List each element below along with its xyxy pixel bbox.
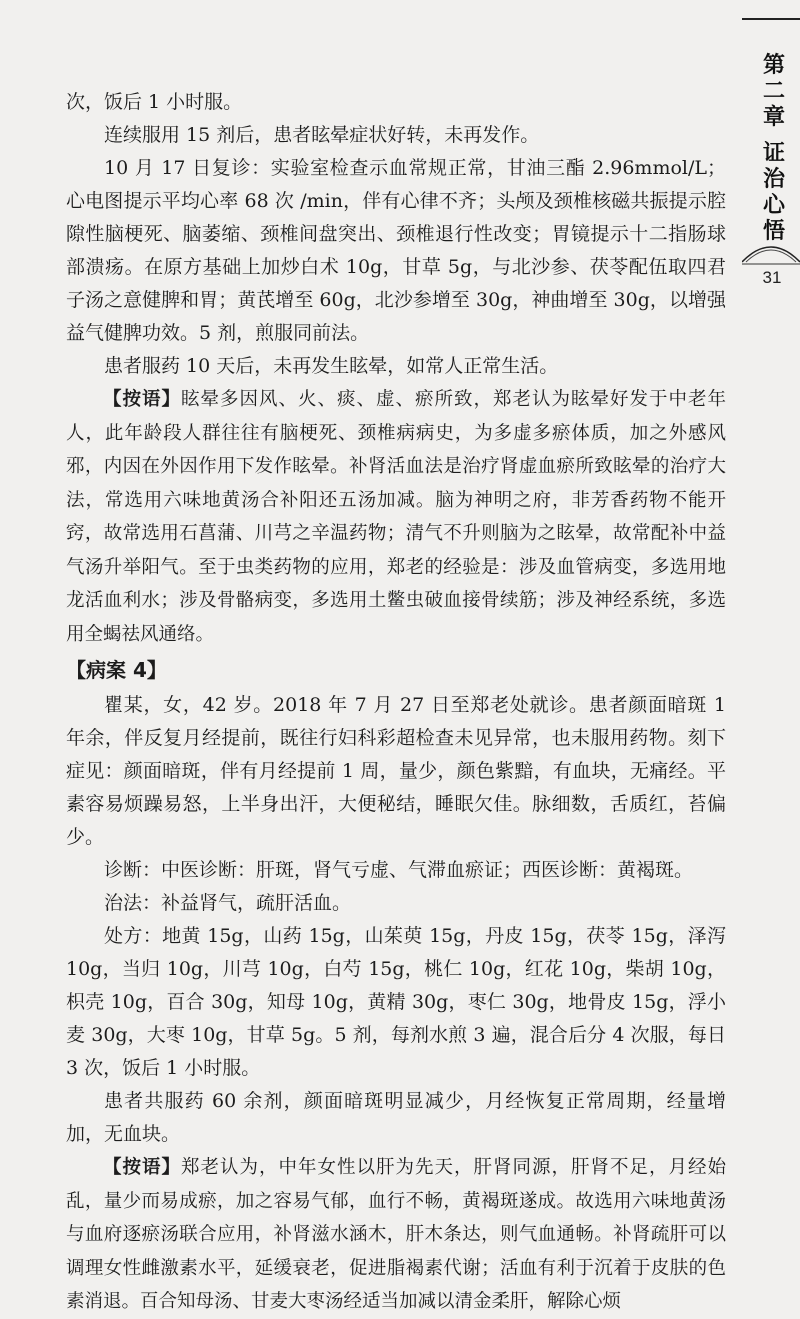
subtitle-char: 悟	[762, 219, 785, 244]
chapter-tab-ornament	[742, 236, 800, 266]
commentary-note	[66, 383, 726, 651]
note-tag: 【按语】	[103, 389, 181, 410]
case-heading: 【病案 4】	[66, 658, 167, 682]
note-text: 郑老认为，中年女性以肝为先天，肝肾同源，肝肾不足，月经始乱，量少而易成瘀，加之容易气郁，血行不畅，黄褐斑遂成。故选用六味地黄汤与血府逐瘀汤联合应用，补肾滋水涵木，肝木条达，则气血通畅。补肾疏肝可以调理女性雌激素水平，延缓衰老，促进脂褐素代谢；活血有利于沉着于皮肤的色素消退。百合知母汤、甘麦大枣汤经适当加减以清金柔肝，解除心烦	[66, 1157, 726, 1312]
chapter-char: 二	[762, 79, 785, 104]
paragraph: 诊断：中医诊断：肝斑，肾气亏虚、气滞血瘀证；西医诊断：黄褐斑。	[104, 859, 694, 881]
paragraph: 患者服药 10 天后，未再发生眩晕，如常人正常生活。	[104, 355, 559, 377]
chapter-tab-rule	[742, 18, 800, 20]
paragraph: 连续服用 15 剂后，患者眩晕症状好转，未再发作。	[104, 124, 540, 146]
page-number: 31	[762, 268, 782, 287]
paragraph: 处方：地黄 15g，山药 15g，山茱萸 15g，丹皮 15g，茯苓 15g，泽泻 10g，当归 10g，川芎 10g，白芍 15g，桃仁 10g，红花 10g，柴胡 10g，枳壳 10g，百合 30g，知母 10g，黄精 30g，枣仁 30g，地骨皮 15g，浮小麦 30g，大枣 10g，甘草 5g。5 剂，每剂水煎 3 遍，混合后分 4 次服，每日 3 次，饭后 1 小时服。	[66, 925, 726, 1079]
subtitle-char: 心	[762, 193, 785, 218]
note-tag: 【按语】	[103, 1157, 181, 1178]
subtitle-char: 治	[762, 167, 785, 192]
note-text: 眩晕多因风、火、痰、虚、瘀所致，郑老认为眩晕好发于中老年人，此年龄段人群往往有脑梗死、颈椎病病史，为多虚多瘀体质，加之外感风邪，内因在外因作用下发作眩晕。补肾活血法是治疗肾虚血瘀所致眩晕的治疗大法，常选用六味地黄汤合补阳还五汤加减。脑为神明之府，非芳香药物不能开窍，故常选用石菖蒲、川芎之辛温药物；清气不升则脑为之眩晕，故常配补中益气汤升举阳气。至于虫类药物的应用，郑老的经验是：涉及血管病变，多选用地龙活血利水；涉及骨骼病变，多选用土鳖虫破血接骨续筋；涉及神经系统，多选用全蝎祛风通络。	[66, 389, 726, 645]
paragraph: 患者共服药 60 余剂，颜面暗斑明显减少，月经恢复正常周期，经量增加，无血块。	[66, 1090, 726, 1145]
subtitle-char: 证	[762, 141, 785, 166]
paragraph: 瞿某，女，42 岁。2018 年 7 月 27 日至郑老处就诊。患者颜面暗斑 1 年余，伴反复月经提前，既往行妇科彩超检查未见异常，也未服用药物。刻下症见：颜面暗斑，伴有月经提前 1 周，量少，颜色紫黯，有血块，无痛经。平素容易烦躁易怒，上半身出汗，大便秘结，睡眠欠佳。脉细数，舌质红，苔偏少。	[66, 694, 726, 848]
paragraph: 治法：补益肾气，疏肝活血。	[104, 892, 352, 914]
commentary-note	[66, 1151, 726, 1319]
paragraph-continued: 次，饭后 1 小时服。	[66, 91, 243, 113]
chapter-char: 第	[762, 53, 785, 78]
body-text	[66, 86, 726, 1319]
paragraph: 10 月 17 日复诊：实验室检查示血常规正常，甘油三酯 2.96mmol/L；心电图提示平均心率 68 次 /min，伴有心律不齐；头颅及颈椎核磁共振提示腔隙性脑梗死、脑萎缩、颈椎间盘突出、颈椎退行性改变；胃镜提示十二指肠球部溃疡。在原方基础上加炒白术 10g，甘草 5g，与北沙参、茯苓配伍取四君子汤之意健脾和胃；黄芪增至 60g，北沙参增至 30g，神曲增至 30g，以增强益气健脾功效。5 剂，煎服同前法。	[66, 157, 726, 344]
chapter-char: 章	[762, 105, 785, 130]
